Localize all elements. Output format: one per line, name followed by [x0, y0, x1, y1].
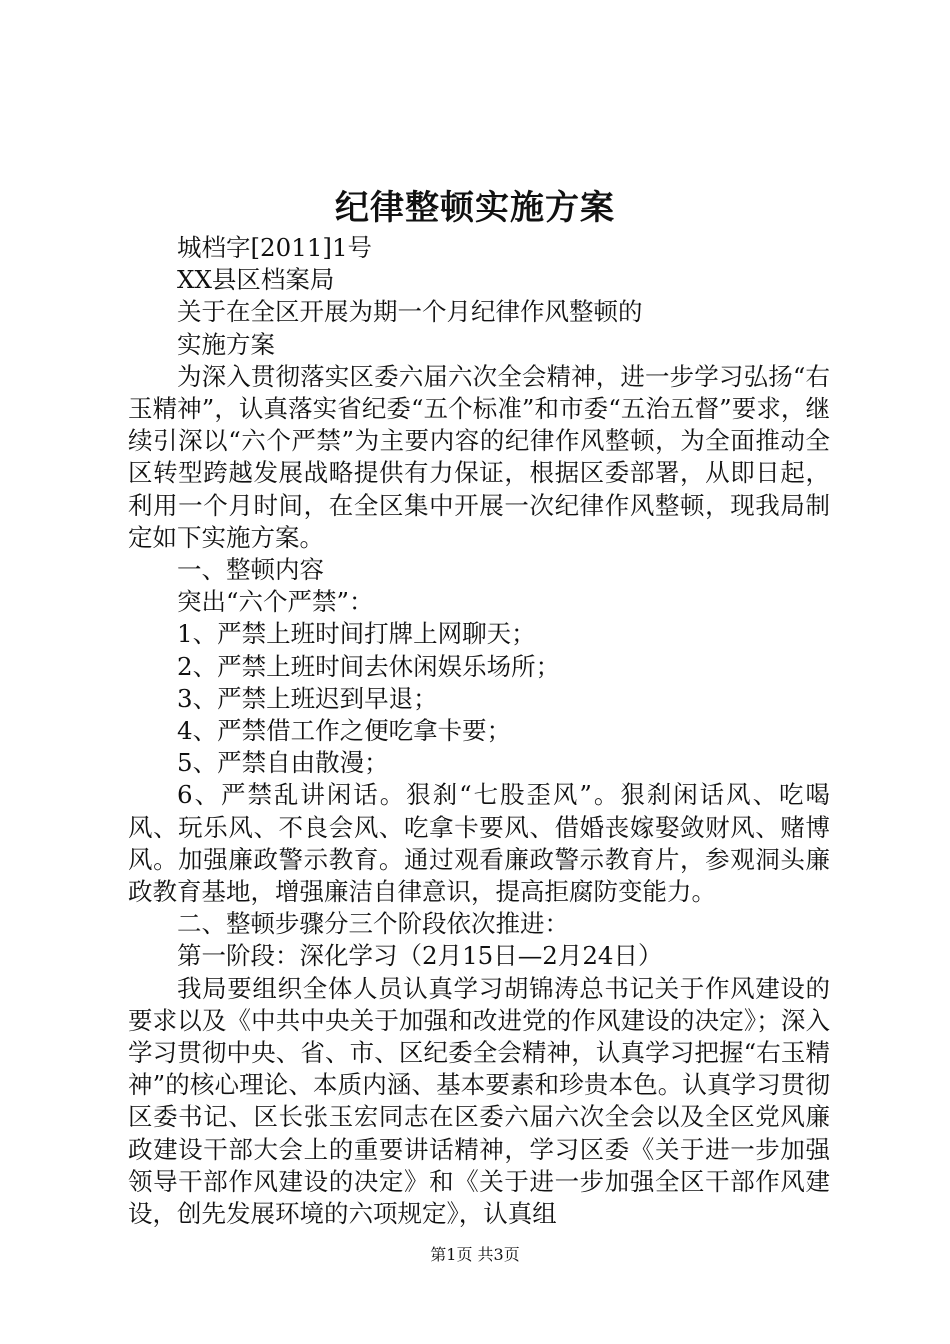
- phase-heading: 第一阶段：深化学习（2月15日—2月24日）: [177, 941, 663, 971]
- list-item: 2、严禁上班时间去休闲娱乐场所；: [177, 651, 561, 681]
- document-body: [128, 232, 830, 1230]
- page-footer: 第1页 共3页: [430, 1245, 520, 1264]
- document-title: 纪律整顿实施方案: [335, 188, 615, 228]
- list-item: 3、严禁上班迟到早退；: [177, 683, 438, 713]
- paragraph-doc-number: 城档字[2011]1号: [177, 233, 373, 262]
- section-heading-content: 一、整顿内容: [177, 555, 324, 585]
- list-item: 6、严禁乱讲闲话。狠刹“七股歪风”。狠刹闲话风、吃喝风、玩乐风、不良会风、吃拿卡要风、借婚丧嫁娶敛财风、赌博风。加强廉政警示教育。通过观看廉政警示教育片，参观洞头廉政教育基地，增强廉洁自律意识，提高拒腐防变能力。: [128, 780, 830, 907]
- paragraph-subject-cont: 实施方案: [177, 329, 275, 359]
- section-heading-steps: 二、整顿步骤分三个阶段依次推进：: [177, 909, 569, 939]
- paragraph-highlight: 突出“六个严禁”：: [177, 587, 374, 617]
- paragraph-subject: 关于在全区开展为期一个月纪律作风整顿的: [177, 297, 643, 327]
- list-item: 5、严禁自由散漫；: [177, 748, 389, 778]
- paragraph-intro: 为深入贯彻落实区委六届六次全会精神，进一步学习弘扬“右玉精神”，认真落实省纪委“五个标准”和市委“五治五督”要求，继续引深以“六个严禁”为主要内容的纪律作风整顿，为全面推动全区转型跨越发展战略提供有力保证，根据区委部署，从即日起，利用一个月时间，在全区集中开展一次纪律作风整顿，现我局制定如下实施方案。: [128, 361, 830, 552]
- list-item: 4、严禁借工作之便吃拿卡要；: [177, 716, 512, 746]
- list-item: 1、严禁上班时间打牌上网聊天；: [177, 619, 536, 649]
- paragraph-issuer: XX县区档案局: [177, 265, 335, 295]
- paragraph-phase-one: 我局要组织全体人员认真学习胡锦涛总书记关于作风建设的要求以及《中共中央关于加强和改进党的作风建设的决定》；深入学习贯彻中央、省、市、区纪委全会精神，认真学习把握“右玉精神”的核心理论、本质内涵、基本要素和珍贵本色。认真学习贯彻区委书记、区长张玉宏同志在区委六届六次全会以及全区党风廉政建设干部大会上的重要讲话精神，学习区委《关于进一步加强领导干部作风建设的决定》和《关于进一步加强全区干部作风建设，创先发展环境的六项规定》，认真组: [128, 973, 830, 1229]
